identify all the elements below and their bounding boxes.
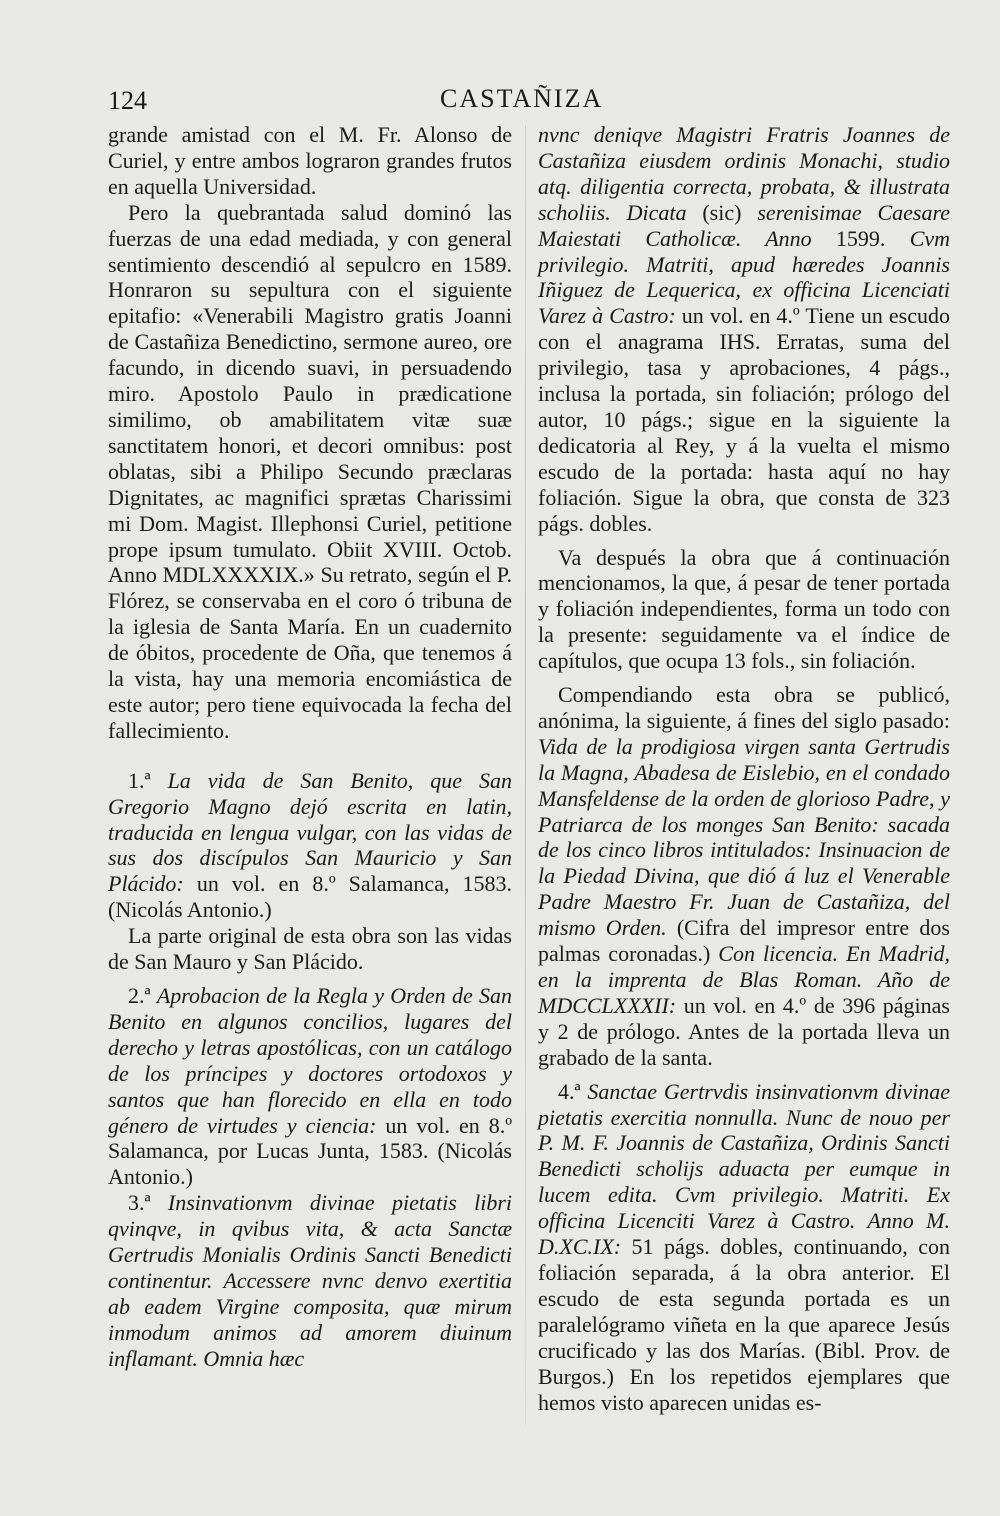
column-divider: [525, 125, 526, 1425]
entry-number: 2.ª: [128, 983, 151, 1008]
compendio-imprint: Con licencia. En Madrid, en la imprenta de Blas Roman. Año de MDCCLXXXII:: [538, 941, 950, 1018]
compendio-title: Vida de la prodigiosa virgen santa Gertrudis la Magna, Abadesa de Eislebio, en el condado Mansfeldense de la orden de glorioso Padre, y Patriarca de los monges San Benito: sacada de los cinco libros intitulados: Insinuacion de la Piedad Divina, que dió á luz el Venerable Padre Maestro Fr. Juan de Castañiza, del mismo Orden.: [538, 733, 950, 941]
entry-year: 1599.: [835, 225, 886, 251]
entry-number: 1.ª: [128, 767, 151, 793]
entry-details: 51 págs. dobles, continuando, con foliación separada, á la obra anterior. El escudo de esta segunda portada es un paralelógramo viñeta en la que aparece Jesús crucificado y las dos Marías. (Bibl. Prov. de Burgos.) En los repetidos ejemplares que hemos visto aparecen unidas es-: [538, 1234, 950, 1415]
running-title: CASTAÑIZA: [440, 84, 604, 113]
entry-imprint: Cvm privilegio. Matriti, apud hæredes Joannis Iñiguez de Lequerica, ex officina Licenciati Varez à Castro:: [538, 225, 951, 329]
paragraph-compendio: [538, 682, 950, 1071]
right-column: [538, 122, 950, 1415]
bibliography-entry-3: [108, 1190, 512, 1371]
bibliography-entry-4: [538, 1079, 950, 1416]
entry-details: un vol. en 8.º Salamanca, por Lucas Junta, 1583. (Nicolás Antonio.): [108, 1112, 513, 1190]
compendio-details: un vol. en 4.º de 396 páginas y 2 de prólogo. Antes de la portada lleva un grabado de la santa.: [538, 992, 950, 1070]
entry-title: nvnc deniqve Magistri Fratris Joannes de Castañiza eiusdem ordinis Monachi, studio atq. diligentia correcta, probata, & illustrata scholiis. Dicata: [538, 122, 950, 225]
sic-note: (sic): [702, 199, 742, 225]
entry-note: La parte original de esta obra son las vidas de San Mauro y San Plácido.: [108, 923, 512, 975]
entry-title: La vida de San Benito, que San Gregorio Magno dejó escrita en latin, traducida en lengua vulgar, con las vidas de sus dos discípulos San Mauricio y San Plácido:: [108, 767, 512, 897]
entry-title: Insinvationvm divinae pietatis libri qvinqve, in qvibus vita, & acta Sanctæ Gertrudis Monialis Ordinis Sancti Benedicti continentur. Accessere nvnc denvo exertitia ab eadem Virgine composita, quæ mirum inmodum animos ad amorem diuinum inflamant. Omnia hæc: [108, 1190, 512, 1371]
bibliography-entry-1: [108, 768, 512, 923]
paragraph-text: Compendiando esta obra se publicó, anónima, la siguiente, á fines del siglo pasado:: [538, 682, 950, 733]
entry-title: Sanctae Gertrvdis insinvationvm divinae pietatis exercitia nonnulla. Nunc de nouo per P. M. F. Joannis de Castañiza, Ordinis Sancti Benedicti scholijs aduacta per eumque in lucem edita. Cvm privilegio. Matriti. Ex officina Licenciti Varez à Castro. Anno M. D.XC.IX:: [538, 1078, 951, 1260]
entry-title-cont: serenisimae Caesare Maiestati Catholicæ. Anno: [538, 199, 950, 251]
paragraph-epitaph: Pero la quebrantada salud dominó las fuerzas de una edad mediada, y con general sentimiento descendió al sepulcro en 1589. Honraron su sepultura con el siguiente epitafio: «Venerabili Magistro gratis Joanni de Castañiza Benedictino, sermone aureo, ore facundo, in dicendo suavi, in persuadendo miro. Apostolo Paulo in prædicatione similimo, ob amabilitatem vitæ suæ sanctitatem honori, et decori omnibus: post oblatas, sibi a Philipo Secundo præclaras Dignitates, ac magnifici sprætas Charissimi mi Dom. Magist. Illephonsi Curiel, petitione prope ipsum tumulato. Obiit XVIII. Octob. Anno MDLXXXXIX.» Su retrato, según el P. Flórez, se conservaba en el coro ó tribuna de la iglesia de Santa María. En un cuadernito de óbitos, procedente de Oña, que tenemos á la vista, hay una memoria encomiástica de este autor; pero tiene equivocada la fecha del fallecimiento.: [108, 199, 512, 743]
bibliography-entry-2: [108, 983, 512, 1190]
entry-number: 4.ª: [558, 1078, 581, 1104]
left-column: [108, 122, 512, 1372]
page-number: 124: [108, 86, 147, 115]
entry-title: Aprobacion de la Regla y Orden de San Benito en algunos concilios, lugares del derecho y letras apostólicas, con un catálogo de los príncipes y doctores ortodoxos y santos que han florecido en ella en todo género de virtudes y ciencia:: [108, 983, 512, 1138]
entry-details: un vol. en 4.º Tiene un escudo con el anagrama IHS. Erratas, suma del privilegio, tasa y aprobaciones, 4 págs., inclusa la portada, sin foliación; prólogo del autor, 10 págs.; sigue en la siguiente la dedicatoria al Rey, y á la vuelta el mismo escudo de la portada: hasta aquí no hay foliación. Sigue la obra, que consta de 323 págs. dobles.: [538, 303, 950, 536]
paragraph-continued: grande amistad con el M. Fr. Alonso de Curiel, y entre ambos lograron grandes frutos en aquella Universidad.: [108, 122, 512, 199]
bibliography-entry-3-continued: [538, 122, 950, 537]
paragraph-va: Va después la obra que á continuación mencionamos, la que, á pesar de tener portada y foliación independientes, forma un todo con la presente: seguidamente va el índice de capítulos, que ocupa 13 fols., sin foliación.: [538, 544, 950, 674]
entry-number: 3.ª: [128, 1190, 151, 1216]
printer-note: (Cifra del impresor entre dos palmas coronadas.): [538, 915, 950, 967]
entry-details: un vol. en 8.º Salamanca, 1583. (Nicolás Antonio.): [108, 871, 513, 923]
